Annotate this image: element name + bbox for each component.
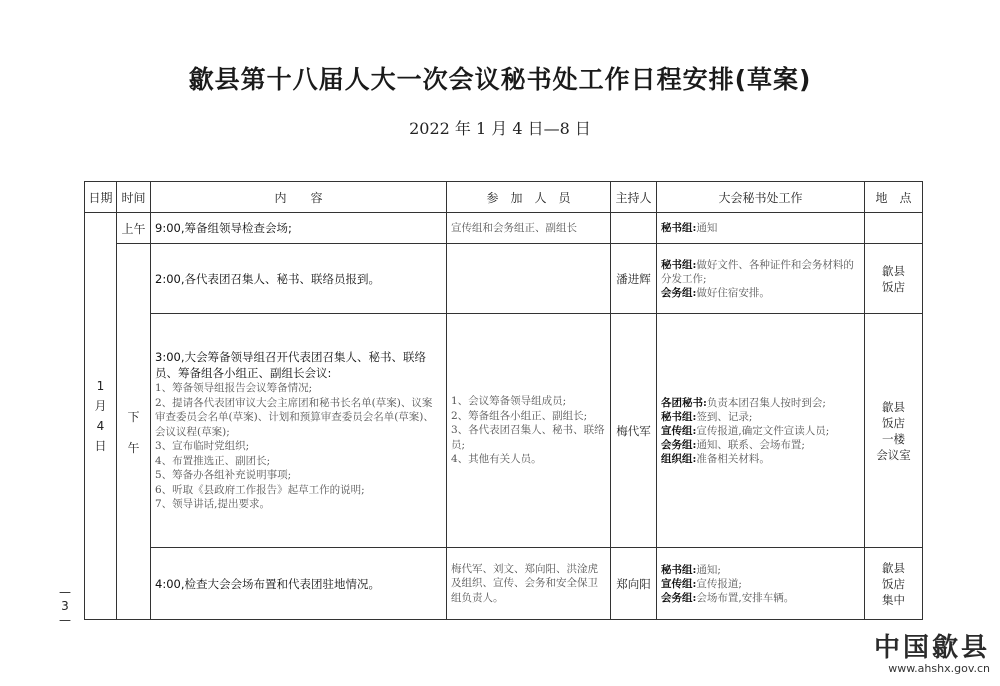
date-cell: 1 月 4 日 bbox=[85, 213, 117, 620]
content-cell bbox=[151, 314, 447, 548]
header-time: 时间 bbox=[117, 182, 151, 213]
site-watermark bbox=[874, 634, 990, 676]
schedule-table bbox=[84, 181, 923, 620]
content-text: 9:00,筹备组领导检查会场; bbox=[155, 221, 292, 235]
participants-cell: 宣传组和会务组正、副组长 bbox=[447, 213, 611, 244]
work-text: 通知、联系、会场布置; bbox=[696, 438, 805, 451]
table-row bbox=[85, 213, 923, 244]
page-number: — 3 — bbox=[59, 585, 71, 627]
table-row bbox=[85, 314, 923, 548]
host-cell bbox=[611, 213, 657, 244]
content-item: 3、宣布临时党组织; bbox=[155, 440, 250, 453]
header-host: 主持人 bbox=[611, 182, 657, 213]
place-cell bbox=[865, 213, 923, 244]
table-row bbox=[85, 244, 923, 314]
host-cell: 潘进辉 bbox=[611, 244, 657, 314]
header-participants: 参 加 人 员 bbox=[447, 182, 611, 213]
work-text: 准备相关材料。 bbox=[696, 452, 770, 465]
work-text: 会场布置,安排车辆。 bbox=[696, 591, 795, 604]
work-group-label: 各团秘书: bbox=[661, 396, 707, 409]
work-text: 做好住宿安排。 bbox=[696, 286, 770, 299]
content-item: 6、听取《县政府工作报告》起草工作的说明; bbox=[155, 483, 365, 496]
header-content: 内 容 bbox=[151, 182, 447, 213]
work-text: 签到、记录; bbox=[696, 410, 753, 423]
host-cell: 梅代军 bbox=[611, 314, 657, 548]
work-group-label: 会务组: bbox=[661, 286, 697, 299]
work-group-label: 会务组: bbox=[661, 438, 697, 451]
work-text: 负责本团召集人按时到会; bbox=[706, 396, 826, 409]
work-text: 通知 bbox=[696, 222, 718, 234]
work-text: 通知; bbox=[696, 563, 721, 576]
content-item: 2、提请各代表团审议大会主席团和秘书长名单(草案)、议案审查委员会名单(草案)、计划和预算审查委员会名单(草案)、会议议程(草案); bbox=[155, 396, 434, 438]
table-header-row bbox=[85, 182, 923, 213]
secretariat-work-cell bbox=[657, 548, 865, 620]
header-date: 日期 bbox=[85, 182, 117, 213]
work-group-label: 会务组: bbox=[661, 591, 697, 604]
participants-cell: 1、会议筹备领导组成员; 2、筹备组各小组正、副组长; 3、各代表团召集人、秘书、联络员; 4、其他有关人员。 bbox=[447, 314, 611, 548]
content-text: 4:00,检查大会会场布置和代表团驻地情况。 bbox=[155, 576, 380, 591]
document-title: 歙县第十八届人大一次会议秘书处工作日程安排(草案) bbox=[188, 65, 812, 94]
time-cell-afternoon: 下 午 bbox=[117, 244, 151, 620]
content-item: 7、领导讲话,提出要求。 bbox=[155, 498, 271, 511]
secretariat-work-cell bbox=[657, 244, 865, 314]
participants-cell bbox=[447, 244, 611, 314]
place-cell: 歙县 饭店 bbox=[865, 244, 923, 314]
work-group-label: 组织组: bbox=[661, 452, 697, 465]
watermark-logo: 中国歙县 bbox=[873, 633, 990, 663]
participants-cell: 梅代军、刘文、郑向阳、洪淦虎及组织、宣传、会务和安全保卫组负责人。 bbox=[447, 548, 611, 620]
content-text: 2:00,各代表团召集人、秘书、联络员报到。 bbox=[155, 271, 380, 286]
work-group-label: 宣传组: bbox=[661, 424, 697, 437]
work-text: 宣传报道; bbox=[696, 577, 742, 590]
content-text: 3:00,大会筹备领导组召开代表团召集人、秘书、联络员、筹备组各小组正、副组长会议: bbox=[155, 350, 426, 381]
header-place: 地 点 bbox=[865, 182, 923, 213]
work-group-label: 秘书组: bbox=[661, 258, 697, 271]
work-group-label: 秘书组: bbox=[661, 410, 697, 423]
content-item: 1、筹备领导组报告会议筹备情况; bbox=[155, 382, 313, 395]
time-cell-morning: 上午 bbox=[117, 213, 151, 244]
header-secretariat-work: 大会秘书处工作 bbox=[657, 182, 865, 213]
place-cell: 歙县 饭店 集中 bbox=[865, 548, 923, 620]
work-group-label: 秘书组: bbox=[661, 563, 697, 576]
secretariat-work-cell bbox=[657, 213, 865, 244]
secretariat-work-cell bbox=[657, 314, 865, 548]
watermark-url: www.ahshx.gov.cn bbox=[888, 662, 990, 675]
host-cell: 郑向阳 bbox=[611, 548, 657, 620]
work-text: 做好文件、各种证件和会务材料的分发工作; bbox=[661, 258, 854, 285]
work-group-label: 宣传组: bbox=[661, 577, 697, 590]
work-group-label: 秘书组: bbox=[661, 222, 697, 234]
content-item: 4、布置推选正、副团长; bbox=[155, 454, 271, 467]
place-cell: 歙县 饭店 一楼 会议室 bbox=[865, 314, 923, 548]
content-item: 5、筹备办各组补充说明事项; bbox=[155, 469, 292, 482]
table-row bbox=[85, 548, 923, 620]
date-range: 2022 年 1 月 4 日—8 日 bbox=[409, 119, 591, 138]
work-text: 宣传报道,确定文件宣读人员; bbox=[696, 424, 830, 437]
